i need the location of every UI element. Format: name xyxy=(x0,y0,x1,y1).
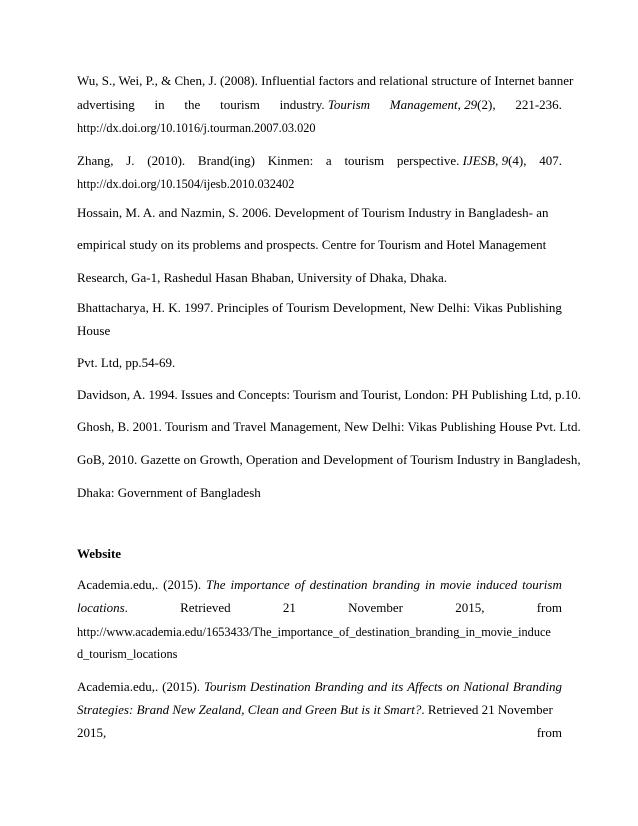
website-ref-1-url-cont: d_tourism_locations xyxy=(77,647,178,661)
ref-word: Publishing xyxy=(506,300,562,315)
ref-word: perspective. xyxy=(396,153,460,168)
ref-word: tourism xyxy=(220,97,260,112)
title-word: and xyxy=(367,679,388,694)
ref-segment xyxy=(77,600,128,616)
ref-word: in xyxy=(154,97,165,112)
reference-hossain-line2: empirical study on its problems and prospects. Centre for Tourism and Hotel Management xyxy=(77,237,547,252)
ref-word: Retrieved xyxy=(180,600,231,615)
ref-word: of xyxy=(272,300,283,315)
title-word: its xyxy=(391,679,404,694)
ref-word: advertising xyxy=(77,97,135,112)
website-ref-2-line3 xyxy=(77,725,562,741)
ref-word: 2015, xyxy=(455,600,485,615)
reference-hossain-line3: Research, Ga-1, Rashedul Hasan Bhaban, University of Dhaka, Dhaka. xyxy=(77,270,448,285)
title-word: Destination xyxy=(250,679,311,694)
title-word: induced xyxy=(476,577,518,592)
title-word: importance xyxy=(230,577,290,592)
reference-zhang-line1 xyxy=(77,153,562,169)
journal-title: Tourism xyxy=(327,97,371,112)
title-word: on xyxy=(446,679,460,694)
reference-gob-line2: Dhaka: Government of Bangladesh xyxy=(77,485,261,500)
ref-word: Development, xyxy=(332,300,407,315)
website-ref-1-line2 xyxy=(77,600,562,616)
ref-word: Delhi: xyxy=(437,300,470,315)
ref-word: Academia.edu,. xyxy=(77,577,159,592)
issue: (4), xyxy=(508,153,527,168)
ref-word: from xyxy=(536,600,562,615)
title-word: Affects xyxy=(407,679,443,694)
ref-word: 1997. xyxy=(184,300,214,315)
title-word: Branding xyxy=(314,679,364,694)
reference-wu-line1: Wu, S., Wei, P., & Chen, J. (2008). Influential factors and relational structure of Internet banner xyxy=(77,73,574,88)
reference-bhattacharya-line3: Pvt. Ltd, pp.54-69. xyxy=(77,355,176,370)
ref-word: Kinmen: xyxy=(267,153,314,168)
ref-word: Zhang, xyxy=(77,153,114,168)
title-word: in xyxy=(425,577,436,592)
ref-word: (2015). xyxy=(163,577,202,592)
ref-word: Principles xyxy=(216,300,269,315)
ref-word: New xyxy=(409,300,435,315)
ref-segment: Management, 29(2), xyxy=(389,97,496,112)
title-word: locations xyxy=(77,600,125,615)
title-word: destination xyxy=(309,577,368,592)
website-ref-2-line1 xyxy=(77,679,562,695)
ref-word: (2010). xyxy=(147,153,186,168)
reference-gob-line1: GoB, 2010. Gazette on Growth, Operation and Development of Tourism Industry in Bangladesh, xyxy=(77,452,581,467)
reference-hossain-line1: Hossain, M. A. and Nazmin, S. 2006. Development of Tourism Industry in Bangladesh- an xyxy=(77,205,549,220)
title-word: The xyxy=(206,577,226,592)
punctuation: . xyxy=(124,600,128,615)
journal-title: Management xyxy=(389,97,458,112)
ref-segment: perspective. IJESB, 9(4), xyxy=(396,153,527,168)
reference-bhattacharya-line2: House xyxy=(77,323,111,338)
reference-davidson: Davidson, A. 1994. Issues and Concepts: Tourism and Tourist, London: PH Publishing Ltd, p.10. xyxy=(77,387,581,402)
ref-word: from xyxy=(536,725,562,740)
pages: 221-236. xyxy=(515,97,562,112)
ref-word: a xyxy=(325,153,332,168)
ref-segment xyxy=(280,97,370,113)
title-word: National xyxy=(463,679,509,694)
volume: 9 xyxy=(501,153,509,168)
section-heading-website: Website xyxy=(77,546,122,561)
ref-word: K. xyxy=(168,300,181,315)
volume: 29 xyxy=(464,97,478,112)
journal-title: IJESB xyxy=(462,153,496,168)
ref-word: the xyxy=(184,97,201,112)
ref-word: (2015). xyxy=(162,679,201,694)
reference-wu-doi: http://dx.doi.org/10.1016/j.tourman.2007.03.020 xyxy=(77,121,316,135)
ref-word: Vikas xyxy=(473,300,503,315)
reference-wu-line2 xyxy=(77,97,562,113)
ref-word: Brand(ing) xyxy=(197,153,255,168)
ref-word: Academia.edu,. xyxy=(77,679,159,694)
ref-word: J. xyxy=(126,153,135,168)
ref-word: Tourism xyxy=(286,300,330,315)
title-text: Strategies: Brand New Zealand, Clean and Green But is it Smart? xyxy=(77,702,422,717)
title-word: tourism xyxy=(522,577,562,592)
title-word: branding xyxy=(372,577,421,592)
issue: (2), xyxy=(477,97,496,112)
title-word: Branding xyxy=(512,679,562,694)
reference-ghosh: Ghosh, B. 2001. Tourism and Travel Management, New Delhi: Vikas Publishing House Pvt. Ltd. xyxy=(77,419,581,434)
reference-bhattacharya-line1 xyxy=(77,300,562,316)
website-ref-2-line2 xyxy=(77,702,562,718)
ref-word: 21 xyxy=(282,600,296,615)
ref-word: November xyxy=(348,600,403,615)
retrieved-text: . Retrieved 21 November xyxy=(421,702,553,717)
title-word: of xyxy=(294,577,305,592)
reference-zhang-doi: http://dx.doi.org/10.1504/ijesb.2010.032402 xyxy=(77,177,295,191)
ref-word: H. xyxy=(152,300,165,315)
ref-word: industry. xyxy=(279,97,325,112)
website-ref-1-line1 xyxy=(77,577,562,593)
ref-word: Bhattacharya, xyxy=(77,300,149,315)
ref-word: 2015, xyxy=(77,725,107,740)
website-ref-1-url: http://www.academia.edu/1653433/The_importance_of_destination_branding_in_movie_induce xyxy=(77,625,551,639)
title-word: Tourism xyxy=(203,679,247,694)
pages: 407. xyxy=(539,153,562,168)
title-word: movie xyxy=(440,577,472,592)
ref-word: tourism xyxy=(344,153,385,168)
